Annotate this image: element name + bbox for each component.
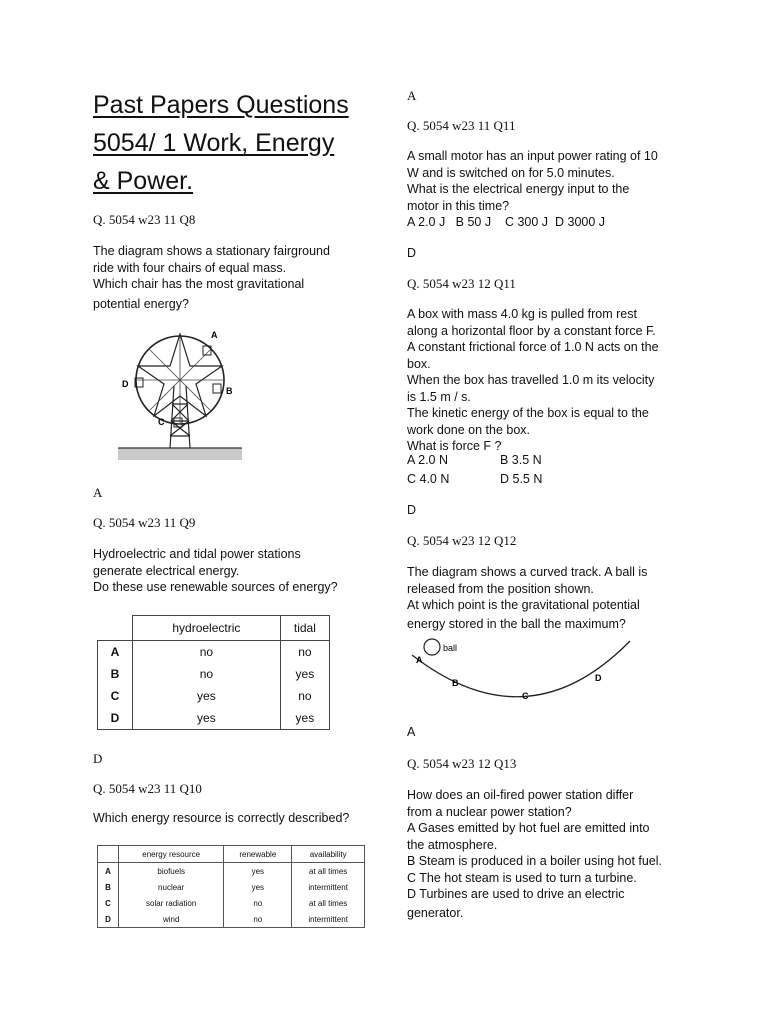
cell-availability: at all times <box>292 895 365 911</box>
cell-tidal: yes <box>280 707 329 730</box>
q9-header-tidal: tidal <box>280 616 329 641</box>
q8-answer: A <box>93 485 103 500</box>
q11a-heading: Q. 5054 w23 11 Q11 <box>407 118 516 133</box>
q8-heading: Q. 5054 w23 11 Q8 <box>93 212 196 227</box>
chair-label-c: C <box>158 417 165 427</box>
q13-text-line: the atmosphere. <box>407 837 498 852</box>
q11b-text-line: A constant frictional force of 1.0 N acts on the <box>407 340 659 354</box>
q11b-text-line: What is force F ? <box>407 439 502 453</box>
q11b-answer: D <box>407 503 417 517</box>
cell-hydro: yes <box>133 685 281 707</box>
chair-label-b: B <box>226 386 233 396</box>
q10-heading: Q. 5054 w23 11 Q10 <box>93 781 202 796</box>
cell-hydro: no <box>133 641 281 664</box>
option: C 4.0 N <box>407 472 450 486</box>
track-label-b: B <box>452 678 459 688</box>
track-label-c: C <box>522 691 529 701</box>
cell-availability: intermittent <box>292 911 365 928</box>
q10-table-corner <box>98 846 119 863</box>
q9-text-line: Hydroelectric and tidal power stations <box>93 547 301 561</box>
table-row <box>98 879 365 895</box>
q10-header-resource: energy resource <box>119 846 224 863</box>
row-label: C <box>98 895 119 911</box>
chair-label-a: A <box>211 330 218 340</box>
title-line-3: & Power. <box>93 167 194 195</box>
q12-text <box>407 564 647 632</box>
q13-text-line: from a nuclear power station? <box>407 804 572 819</box>
q8-text-line: ride with four chairs of equal mass. <box>93 260 287 275</box>
q10-header-renewable: renewable <box>224 846 292 863</box>
q9-table <box>97 615 330 730</box>
q10-text-line: Which energy resource is correctly described? <box>93 811 350 825</box>
table-row <box>98 895 365 911</box>
q12-text-line: The diagram shows a curved track. A ball is <box>407 565 648 579</box>
q9-heading: Q. 5054 w23 11 Q9 <box>93 515 196 530</box>
q9-header-hydro: hydroelectric <box>133 616 281 641</box>
row-label: A <box>98 863 119 880</box>
q11a-text-line: motor in this time? <box>407 198 510 213</box>
q11b-text-line: work done on the box. <box>407 422 530 437</box>
cell-renewable: yes <box>224 879 292 895</box>
row-label: C <box>98 685 133 707</box>
cell-tidal: yes <box>280 663 329 685</box>
q11b-text <box>407 306 659 455</box>
q12-text-line: energy stored in the ball the maximum? <box>407 616 626 631</box>
cell-hydro: no <box>133 663 281 685</box>
q13-text-line: generator. <box>407 905 464 920</box>
ferris-wheel-diagram <box>116 326 244 462</box>
page-title <box>93 86 393 200</box>
chair-b <box>213 384 221 393</box>
q13-text-line: D Turbines are used to drive an electric <box>407 887 625 901</box>
row-label: B <box>98 663 133 685</box>
ball <box>424 639 440 655</box>
track-label-d: D <box>595 673 602 683</box>
track-label-a: A <box>416 655 423 665</box>
q9-table-corner <box>98 616 133 641</box>
q10-answer: A <box>407 88 417 103</box>
cell-tidal: no <box>280 641 329 664</box>
q12-text-line: released from the position shown. <box>407 581 594 596</box>
q11b-text-line: is 1.5 m / s. <box>407 389 471 404</box>
option: D 5.5 N <box>500 472 543 486</box>
q8-text-line: potential energy? <box>93 296 189 311</box>
q13-text-line: B Steam is produced in a boiler using hot fuel. <box>407 854 663 868</box>
cell-availability: at all times <box>292 863 365 880</box>
q11a-text-line: What is the electrical energy input to the <box>407 182 630 196</box>
q11b-text-line: A box with mass 4.0 kg is pulled from rest <box>407 307 637 321</box>
q9-answer: D <box>93 751 103 766</box>
chair-c <box>174 418 182 427</box>
option: A 2.0 N <box>407 453 448 467</box>
cell-availability: intermittent <box>292 879 365 895</box>
cell-resource: solar radiation <box>119 895 224 911</box>
q8-text <box>93 243 330 312</box>
q13-text-line: A Gases emitted by hot fuel are emitted into <box>407 821 650 835</box>
q12-text-line: At which point is the gravitational potential <box>407 598 640 612</box>
cell-resource: wind <box>119 911 224 928</box>
q9-text <box>93 546 338 596</box>
q11a-answer: D <box>407 246 417 260</box>
table-row <box>98 663 330 685</box>
q9-text-line: Do these use renewable sources of energy? <box>93 580 338 594</box>
cell-tidal: no <box>280 685 329 707</box>
ground-base <box>118 448 242 460</box>
curved-track-diagram <box>408 635 648 710</box>
q13-text <box>407 787 662 921</box>
q11b-options-row <box>407 472 607 488</box>
cell-renewable: yes <box>224 863 292 880</box>
row-label: D <box>98 707 133 730</box>
q11a-text <box>407 148 658 231</box>
cell-renewable: no <box>224 911 292 928</box>
q11a-text-line: W and is switched on for 5.0 minutes. <box>407 165 615 180</box>
table-row <box>98 911 365 928</box>
q10-text <box>93 810 349 827</box>
title-line-2: 5054/ 1 Work, Energy <box>93 129 335 157</box>
chair-label-d: D <box>122 379 129 389</box>
q9-text-line: generate electrical energy. <box>93 563 240 578</box>
q10-table <box>97 845 365 928</box>
cell-resource: nuclear <box>119 879 224 895</box>
q8-text-line: The diagram shows a stationary fairground <box>93 244 330 258</box>
q13-text-line: How does an oil-fired power station differ <box>407 788 634 802</box>
q11b-text-line: box. <box>407 356 431 371</box>
table-row <box>98 707 330 730</box>
title-line-1: Past Papers Questions <box>93 91 349 119</box>
q11b-options-row <box>407 453 607 469</box>
q12-heading: Q. 5054 w23 12 Q12 <box>407 533 517 548</box>
row-label: B <box>98 879 119 895</box>
option: B 3.5 N <box>500 453 542 467</box>
q10-header-availability: availability <box>292 846 365 863</box>
q11a-text-line: A small motor has an input power rating of 10 <box>407 149 658 163</box>
ball-label: ball <box>443 643 458 653</box>
q13-text-line: C The hot steam is used to turn a turbine. <box>407 870 637 885</box>
q8-text-line: Which chair has the most gravitational <box>93 277 305 291</box>
q12-answer: A <box>407 725 416 739</box>
q11b-text-line: When the box has travelled 1.0 m its velocity <box>407 373 655 387</box>
cell-renewable: no <box>224 895 292 911</box>
q13-heading: Q. 5054 w23 12 Q13 <box>407 756 517 771</box>
table-row <box>98 641 330 664</box>
q11b-text-line: The kinetic energy of the box is equal to the <box>407 406 649 420</box>
q11a-options: A 2.0 J B 50 J C 300 J D 3000 J <box>407 215 606 229</box>
cell-resource: biofuels <box>119 863 224 880</box>
cell-hydro: yes <box>133 707 281 730</box>
table-row <box>98 863 365 880</box>
q11b-heading: Q. 5054 w23 12 Q11 <box>407 276 516 291</box>
q11b-text-line: along a horizontal floor by a constant force F. <box>407 323 656 338</box>
row-label: A <box>98 641 133 664</box>
table-row <box>98 685 330 707</box>
row-label: D <box>98 911 119 928</box>
